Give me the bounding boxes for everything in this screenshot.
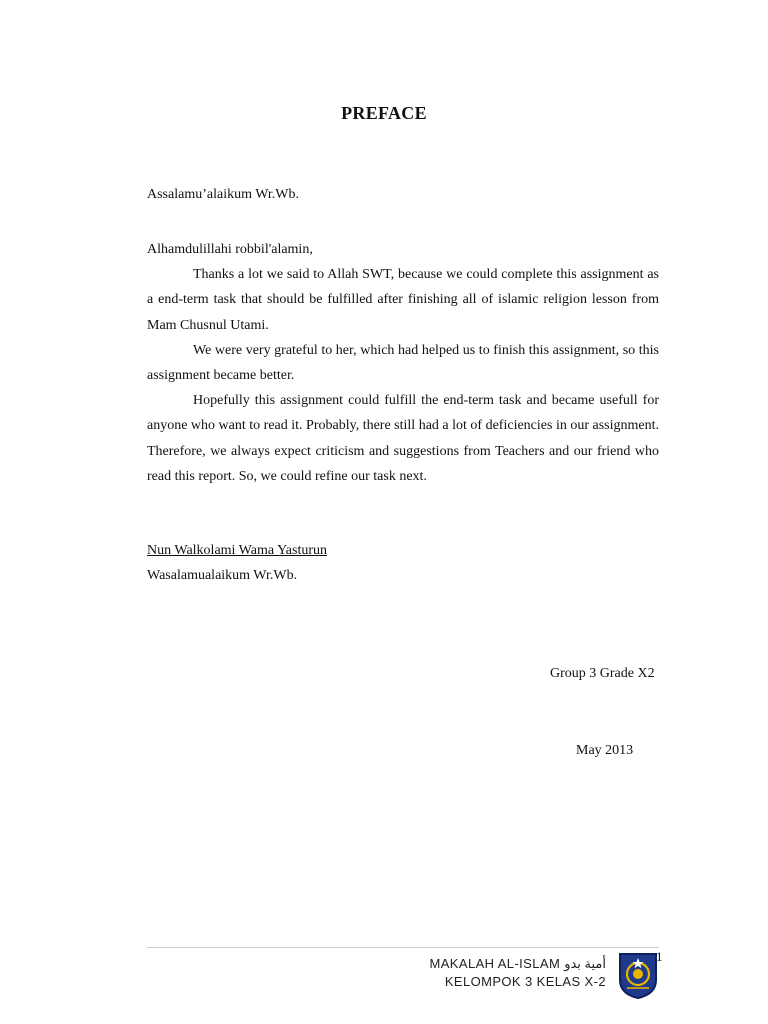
preface-body: [147, 237, 659, 489]
page-title: PREFACE: [341, 103, 427, 123]
closing-block: [147, 538, 327, 588]
footer-line-2: KELOMPOK 3 KELAS X-2: [444, 974, 606, 989]
document-date: May 2013: [576, 743, 634, 758]
farewell: Wasalamualaikum Wr.Wb.: [147, 568, 298, 583]
page-number: 1: [656, 949, 663, 964]
logo-center: [633, 969, 643, 979]
footer-line-1: MAKALAH AL-ISLAM أمية بدو: [429, 956, 606, 971]
footer-text: [380, 955, 606, 991]
greeting: Assalamu’alaikum Wr.Wb.: [147, 187, 299, 202]
opening-line: Alhamdulillahi robbil'alamin,: [147, 242, 313, 257]
paragraph-hope: Hopefully this assignment could fulfill the end-term task and became usefull for anyone who want to read it. Probably, there still had a lot of deficiencies in our assignment. Therefore, we always expect criticism and suggestions from Teachers and our friend who read this report. So, we could refine our task next.: [147, 393, 659, 484]
school-logo-icon: [617, 950, 659, 1000]
footer-divider: [147, 947, 659, 948]
paragraph-thanks: Thanks a lot we said to Allah SWT, because we could complete this assignment as a end-term task that should be fulfilled after finishing all of islamic religion lesson from Mam Chusnul Utami.: [147, 267, 659, 333]
closing-phrase: Nun Walkolami Wama Yasturun: [147, 543, 327, 558]
signature-group: Group 3 Grade X2: [550, 666, 655, 681]
paragraph-grateful: We were very grateful to her, which had helped us to finish this assignment, so this assignment became better.: [147, 342, 659, 384]
